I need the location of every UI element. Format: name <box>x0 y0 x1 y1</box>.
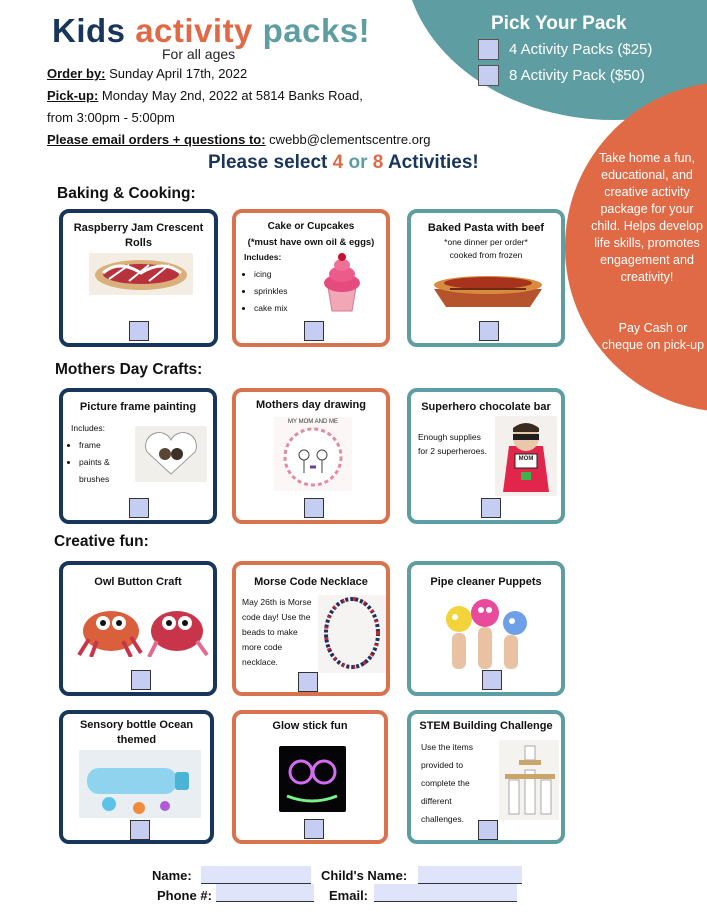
card-sensory-bottle: Sensory bottle Ocean themed <box>59 710 214 844</box>
glow-stick-image <box>279 746 346 812</box>
pack-4-checkbox[interactable] <box>478 39 499 60</box>
child-name-label: Child's Name: <box>321 868 408 883</box>
cake-includes-list: • icing • sprinkles • cake mix <box>240 266 288 317</box>
section-baking: Baking & Cooking: <box>57 185 196 202</box>
order-by-line: Order by: Sunday April 17th, 2022 <box>47 66 248 81</box>
select-heading: Please select 4 or 8 Activities! <box>208 152 479 173</box>
frame-includes-list: • frame • paints & brushes <box>65 437 110 488</box>
jam-rolls-image <box>89 253 193 295</box>
card-superhero-chocolate: Superhero chocolate bar Enough supplies for 2 superheroes. MOM <box>407 388 565 524</box>
card-glow-stick: Glow stick fun <box>232 710 388 844</box>
heart-frame-image <box>135 426 207 482</box>
section-mothers-day: Mothers Day Crafts: <box>55 361 203 378</box>
stem-checkbox[interactable] <box>478 820 498 840</box>
sensory-bottle-image <box>79 750 201 818</box>
card-stem-challenge: STEM Building Challenge Use the items provided to complete the different challenges. <box>407 710 565 844</box>
frame-checkbox[interactable] <box>129 498 149 518</box>
child-name-field[interactable] <box>418 866 522 884</box>
card-cake-cupcakes: Cake or Cupcakes (*must have own oil & eggs) Includes: • icing • sprinkles • cake mix <box>232 209 390 347</box>
card-baked-pasta: Baked Pasta with beef *one dinner per order* cooked from frozen <box>407 209 565 347</box>
email-field[interactable] <box>374 884 517 902</box>
pack-option-8: 8 Activity Pack ($50) <box>478 65 645 86</box>
promo-text: Take home a fun, educational, and creative activity package for your child. Helps develop life skills, promotes engagement and creativity! <box>591 151 703 284</box>
card-morse-necklace: Morse Code Necklace May 26th is Morse code day! Use the beads to make more code necklace. <box>232 561 390 696</box>
card-pipe-cleaner-puppets: Pipe cleaner Puppets <box>407 561 565 696</box>
necklace-image <box>318 595 386 673</box>
drawing-checkbox[interactable] <box>304 498 324 518</box>
puppets-checkbox[interactable] <box>482 670 502 690</box>
phone-field[interactable] <box>216 884 314 902</box>
stem-image <box>499 740 559 820</box>
section-creative: Creative fun: <box>54 533 149 550</box>
pasta-image <box>430 269 546 309</box>
pickup-line: Pick-up: Monday May 2nd, 2022 at 5814 Banks Road, <box>47 88 363 103</box>
pick-your-pack-title: Pick Your Pack <box>491 13 627 34</box>
pack-8-checkbox[interactable] <box>478 65 499 86</box>
sensory-checkbox[interactable] <box>130 820 150 840</box>
card-owl-button: Owl Button Craft <box>59 561 217 696</box>
email-label: Email: <box>329 888 369 903</box>
pack-option-4: 4 Activity Packs ($25) <box>478 39 652 60</box>
card-mothers-day-drawing: Mothers day drawing MY MOM AND ME <box>232 388 390 524</box>
drawing-image: MY MOM AND ME <box>274 417 352 491</box>
phone-label: Phone #: <box>157 888 212 903</box>
owl-image <box>71 601 213 657</box>
superhero-image: MOM <box>495 416 557 496</box>
name-field[interactable] <box>201 866 311 884</box>
payment-text: Pay Cash or cheque on pick-up <box>601 321 705 352</box>
card-jam-rolls: Raspberry Jam Crescent Rolls <box>59 209 218 347</box>
morse-checkbox[interactable] <box>298 672 318 692</box>
email-line: Please email orders + questions to: cwebb@clementscentre.org <box>47 132 431 147</box>
cake-checkbox[interactable] <box>304 321 324 341</box>
pickup-time: from 3:00pm - 5:00pm <box>47 110 175 125</box>
page-title: Kids activity packs! <box>52 12 371 49</box>
jam-rolls-checkbox[interactable] <box>129 321 149 341</box>
name-label: Name: <box>152 868 192 883</box>
subtitle: For all ages <box>162 46 236 62</box>
puppets-image <box>438 593 540 669</box>
owl-checkbox[interactable] <box>131 670 151 690</box>
pasta-checkbox[interactable] <box>479 321 499 341</box>
card-picture-frame: Picture frame painting Includes: • frame • paints & brushes <box>59 388 217 524</box>
superhero-checkbox[interactable] <box>481 498 501 518</box>
glow-checkbox[interactable] <box>304 819 324 839</box>
cupcake-image <box>312 249 372 313</box>
